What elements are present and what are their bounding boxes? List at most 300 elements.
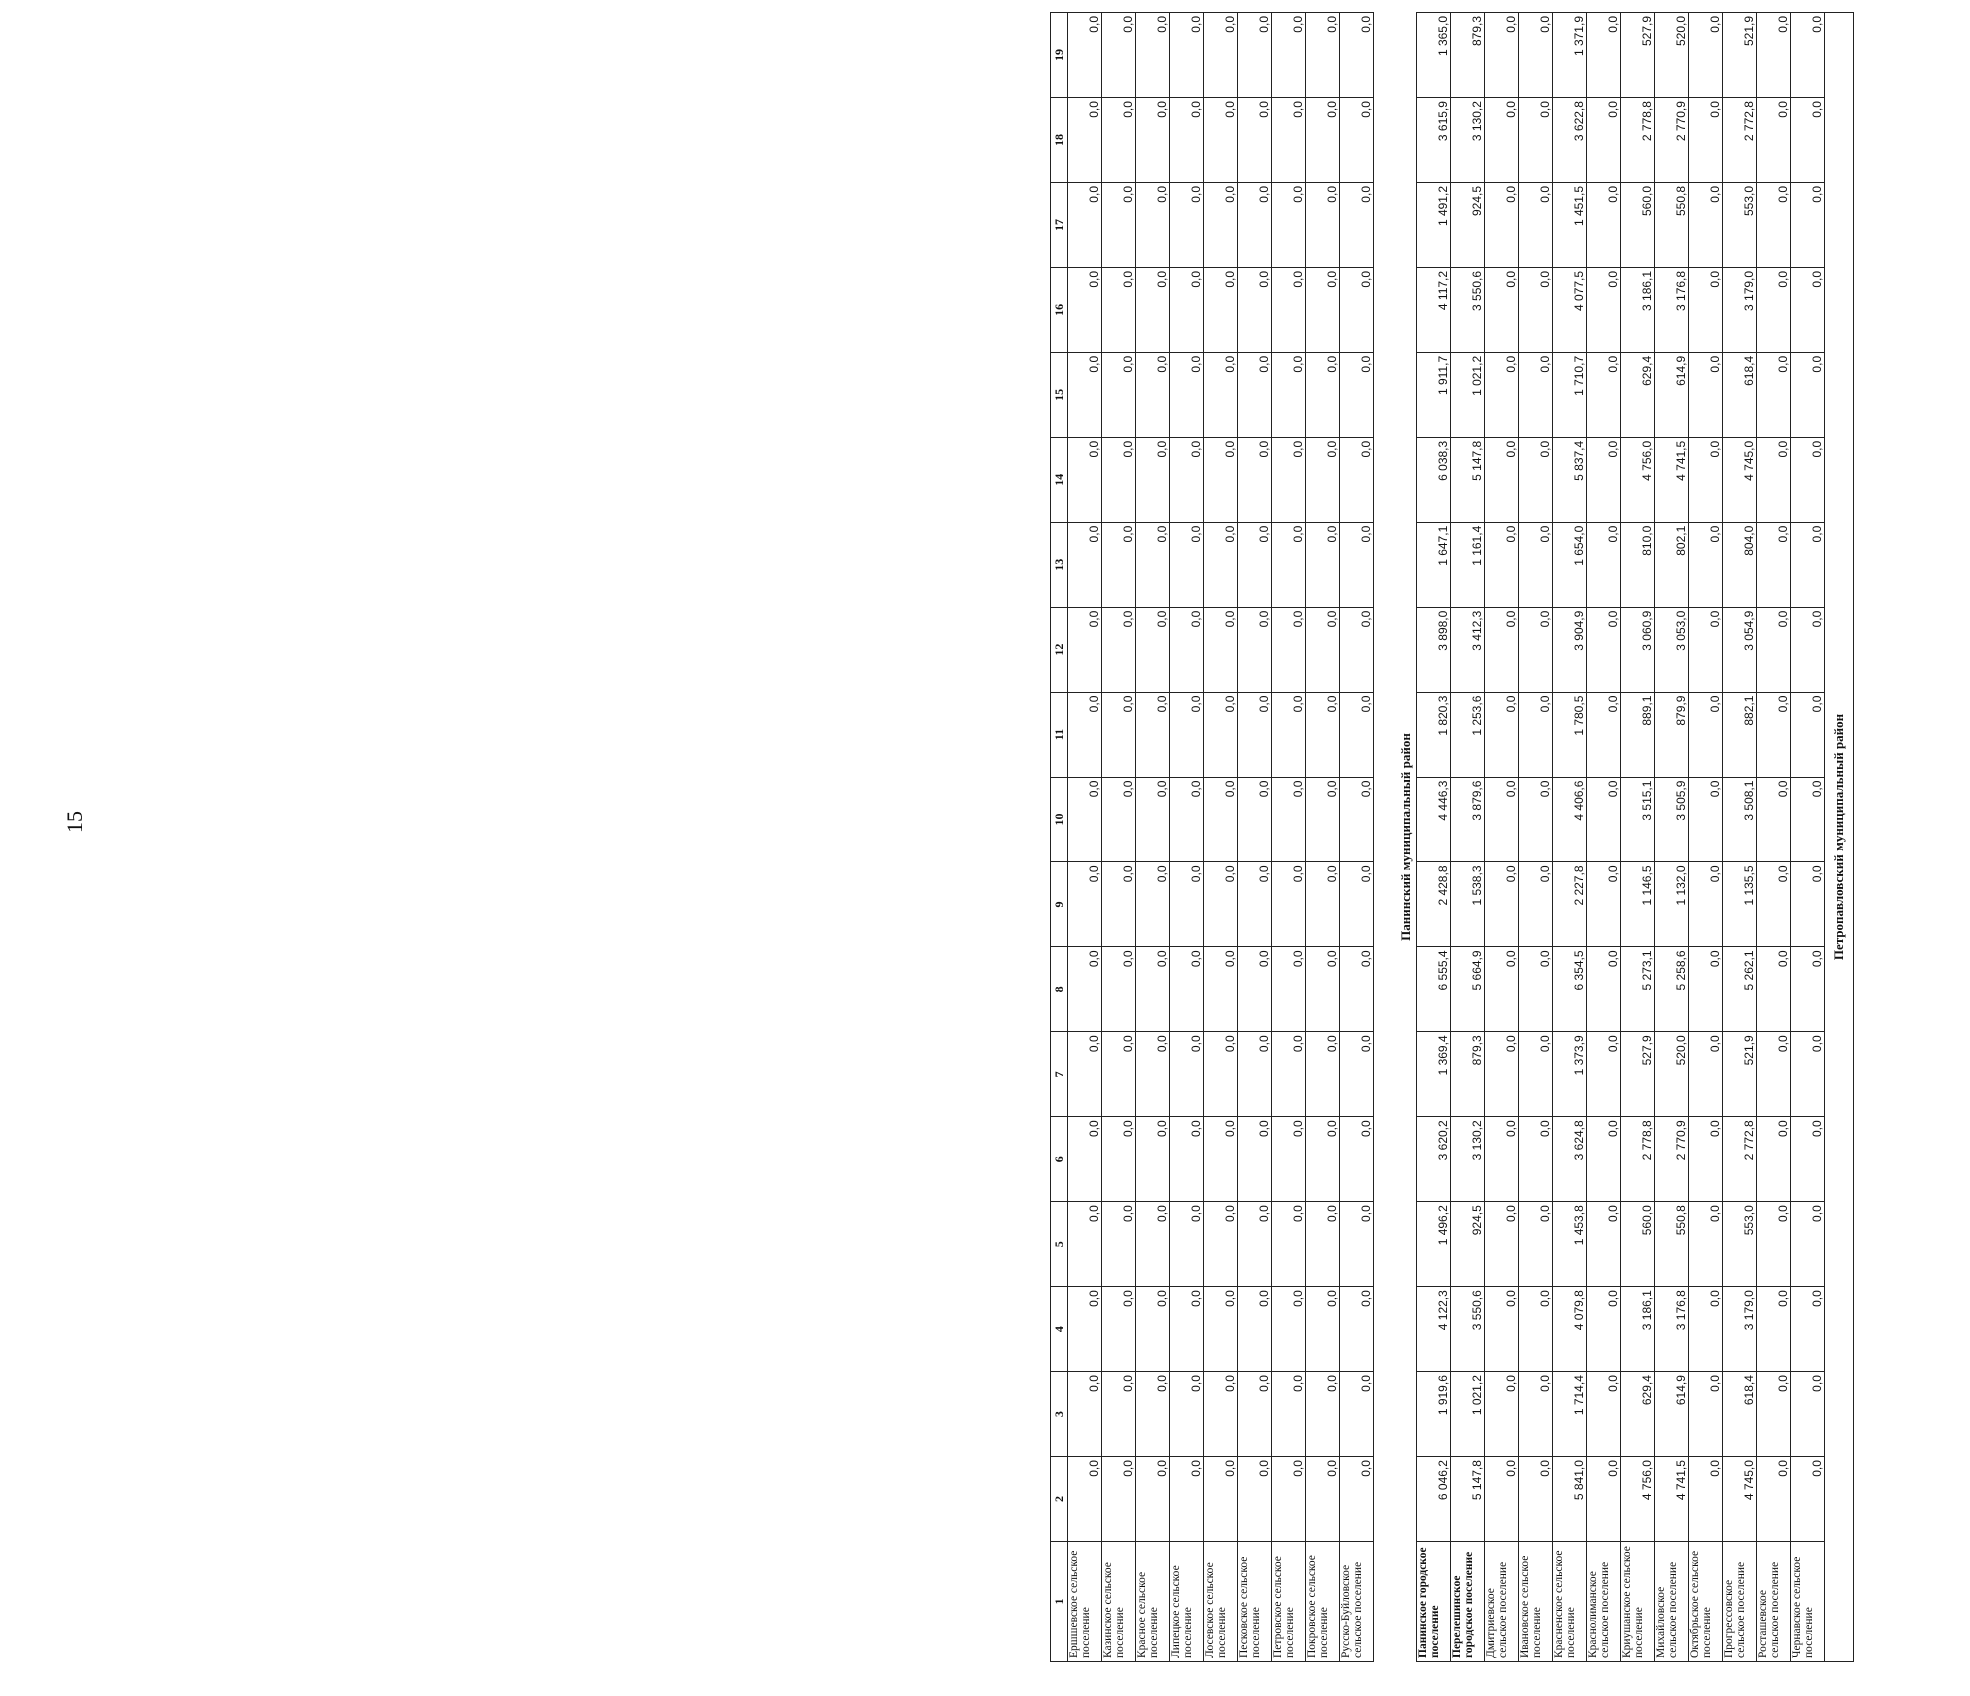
- value-cell: 3 508,1: [1723, 777, 1757, 862]
- value-cell: 0,0: [1136, 1032, 1170, 1117]
- column-header: 14: [1051, 437, 1068, 522]
- value-cell: 0,0: [1587, 1117, 1621, 1202]
- value-cell: 0,0: [1068, 1372, 1102, 1457]
- value-cell: 0,0: [1791, 98, 1825, 183]
- value-cell: 1 253,6: [1451, 692, 1485, 777]
- value-cell: 0,0: [1485, 1117, 1519, 1202]
- settlement-name-cell: Чернавское сельское поселение: [1791, 1542, 1825, 1662]
- column-header: 9: [1051, 862, 1068, 947]
- settlement-name-cell: Лосевское сельское поселение: [1204, 1542, 1238, 1662]
- value-cell: 0,0: [1485, 1287, 1519, 1372]
- value-cell: 0,0: [1238, 777, 1272, 862]
- table-row: [1204, 13, 1238, 1662]
- value-cell: 1 780,5: [1553, 692, 1587, 777]
- value-cell: 0,0: [1791, 607, 1825, 692]
- value-cell: 0,0: [1689, 352, 1723, 437]
- value-cell: 1 714,4: [1553, 1372, 1587, 1457]
- table-row: [1170, 13, 1204, 1662]
- value-cell: 0,0: [1587, 183, 1621, 268]
- value-cell: 2 778,8: [1621, 98, 1655, 183]
- value-cell: 1 453,8: [1553, 1202, 1587, 1287]
- value-cell: 1 710,7: [1553, 352, 1587, 437]
- table-row: [1068, 13, 1102, 1662]
- value-cell: 4 756,0: [1621, 437, 1655, 522]
- value-cell: 0,0: [1485, 437, 1519, 522]
- value-cell: 0,0: [1204, 947, 1238, 1032]
- column-header: 10: [1051, 777, 1068, 862]
- value-cell: 0,0: [1102, 1202, 1136, 1287]
- value-cell: 0,0: [1306, 607, 1340, 692]
- value-cell: 0,0: [1238, 1202, 1272, 1287]
- value-cell: 3 130,2: [1451, 98, 1485, 183]
- value-cell: 4 745,0: [1723, 437, 1757, 522]
- value-cell: 0,0: [1068, 1287, 1102, 1372]
- value-cell: 0,0: [1340, 692, 1374, 777]
- value-cell: 0,0: [1791, 13, 1825, 98]
- value-cell: 0,0: [1306, 1032, 1340, 1117]
- table-row: [1485, 13, 1519, 1662]
- table-row: [1272, 13, 1306, 1662]
- value-cell: 0,0: [1587, 777, 1621, 862]
- table-row: [1451, 13, 1485, 1662]
- column-header: 18: [1051, 98, 1068, 183]
- value-cell: 3 515,1: [1621, 777, 1655, 862]
- value-cell: 0,0: [1757, 1032, 1791, 1117]
- table-row: [1723, 13, 1757, 1662]
- value-cell: 4 406,6: [1553, 777, 1587, 862]
- value-cell: 520,0: [1655, 13, 1689, 98]
- value-cell: 2 772,8: [1723, 1117, 1757, 1202]
- value-cell: 0,0: [1791, 522, 1825, 607]
- value-cell: 0,0: [1136, 98, 1170, 183]
- value-cell: 0,0: [1485, 1372, 1519, 1457]
- value-cell: 0,0: [1519, 607, 1553, 692]
- value-cell: 0,0: [1306, 437, 1340, 522]
- value-cell: 550,8: [1655, 183, 1689, 268]
- value-cell: 0,0: [1068, 1202, 1102, 1287]
- value-cell: 0,0: [1519, 947, 1553, 1032]
- value-cell: 4 117,2: [1417, 267, 1451, 352]
- value-cell: 553,0: [1723, 1202, 1757, 1287]
- value-cell: 0,0: [1757, 1372, 1791, 1457]
- value-cell: 0,0: [1485, 692, 1519, 777]
- value-cell: 0,0: [1587, 607, 1621, 692]
- value-cell: 0,0: [1272, 862, 1306, 947]
- value-cell: 0,0: [1068, 1032, 1102, 1117]
- value-cell: 0,0: [1689, 437, 1723, 522]
- value-cell: 0,0: [1272, 1372, 1306, 1457]
- value-cell: 0,0: [1340, 1457, 1374, 1542]
- value-cell: 0,0: [1340, 947, 1374, 1032]
- value-cell: 3 176,8: [1655, 1287, 1689, 1372]
- column-number-header-row: [1051, 13, 1068, 1662]
- value-cell: 810,0: [1621, 522, 1655, 607]
- value-cell: 0,0: [1170, 777, 1204, 862]
- value-cell: 0,0: [1791, 862, 1825, 947]
- value-cell: 0,0: [1340, 267, 1374, 352]
- value-cell: 3 615,9: [1417, 98, 1451, 183]
- value-cell: 0,0: [1485, 522, 1519, 607]
- value-cell: 0,0: [1340, 1117, 1374, 1202]
- value-cell: 4 079,8: [1553, 1287, 1587, 1372]
- value-cell: 0,0: [1306, 947, 1340, 1032]
- value-cell: 0,0: [1170, 607, 1204, 692]
- value-cell: 0,0: [1519, 13, 1553, 98]
- column-header: 7: [1051, 1032, 1068, 1117]
- value-cell: 0,0: [1757, 947, 1791, 1032]
- table-row: [1791, 13, 1825, 1662]
- value-cell: 0,0: [1689, 1202, 1723, 1287]
- value-cell: 0,0: [1485, 777, 1519, 862]
- value-cell: 0,0: [1689, 1287, 1723, 1372]
- value-cell: 0,0: [1136, 692, 1170, 777]
- value-cell: 560,0: [1621, 1202, 1655, 1287]
- value-cell: 0,0: [1485, 862, 1519, 947]
- settlement-name-cell: Росташевское сельское поселение: [1757, 1542, 1791, 1662]
- value-cell: 521,9: [1723, 13, 1757, 98]
- value-cell: 0,0: [1689, 1032, 1723, 1117]
- value-cell: 0,0: [1068, 98, 1102, 183]
- value-cell: 6 046,2: [1417, 1457, 1451, 1542]
- value-cell: 0,0: [1238, 1032, 1272, 1117]
- value-cell: 0,0: [1340, 1287, 1374, 1372]
- column-header: 2: [1051, 1457, 1068, 1542]
- value-cell: 2 770,9: [1655, 1117, 1689, 1202]
- value-cell: 0,0: [1587, 267, 1621, 352]
- value-cell: 0,0: [1340, 522, 1374, 607]
- value-cell: 0,0: [1272, 522, 1306, 607]
- value-cell: 0,0: [1204, 862, 1238, 947]
- value-cell: 0,0: [1272, 267, 1306, 352]
- value-cell: 618,4: [1723, 352, 1757, 437]
- value-cell: 0,0: [1306, 777, 1340, 862]
- value-cell: 0,0: [1272, 1457, 1306, 1542]
- value-cell: 0,0: [1136, 947, 1170, 1032]
- value-cell: 0,0: [1204, 183, 1238, 268]
- value-cell: 0,0: [1238, 183, 1272, 268]
- value-cell: 0,0: [1102, 267, 1136, 352]
- value-cell: 0,0: [1238, 607, 1272, 692]
- value-cell: 3 622,8: [1553, 98, 1587, 183]
- value-cell: 0,0: [1136, 777, 1170, 862]
- value-cell: 0,0: [1340, 777, 1374, 862]
- table-row: [1553, 13, 1587, 1662]
- value-cell: 0,0: [1519, 1202, 1553, 1287]
- value-cell: 0,0: [1689, 1372, 1723, 1457]
- value-cell: 0,0: [1136, 1202, 1170, 1287]
- value-cell: 0,0: [1136, 862, 1170, 947]
- value-cell: 0,0: [1136, 522, 1170, 607]
- value-cell: 0,0: [1102, 13, 1136, 98]
- value-cell: 1 371,9: [1553, 13, 1587, 98]
- settlement-name-cell: Краснолиманское сельское поселение: [1587, 1542, 1621, 1662]
- value-cell: 0,0: [1791, 1287, 1825, 1372]
- value-cell: 5 664,9: [1451, 947, 1485, 1032]
- value-cell: 0,0: [1204, 13, 1238, 98]
- value-cell: 0,0: [1272, 607, 1306, 692]
- value-cell: 0,0: [1170, 13, 1204, 98]
- value-cell: 0,0: [1689, 267, 1723, 352]
- value-cell: 0,0: [1136, 352, 1170, 437]
- value-cell: 0,0: [1306, 98, 1340, 183]
- section-title-petropavlovsk: Петропавловский муниципальный район: [1825, 13, 1854, 1662]
- value-cell: 0,0: [1485, 947, 1519, 1032]
- value-cell: 6 555,4: [1417, 947, 1451, 1032]
- table-row: [1757, 13, 1791, 1662]
- settlement-name-cell: Панинское городское поселение: [1417, 1542, 1451, 1662]
- value-cell: 0,0: [1689, 777, 1723, 862]
- settlement-name-cell: Липецкое сельское поселение: [1170, 1542, 1204, 1662]
- value-cell: 0,0: [1306, 1117, 1340, 1202]
- value-cell: 804,0: [1723, 522, 1757, 607]
- value-cell: 0,0: [1102, 607, 1136, 692]
- value-cell: 5 262,1: [1723, 947, 1757, 1032]
- value-cell: 0,0: [1170, 947, 1204, 1032]
- value-cell: 0,0: [1587, 13, 1621, 98]
- value-cell: 0,0: [1757, 98, 1791, 183]
- value-cell: 0,0: [1306, 1202, 1340, 1287]
- value-cell: 0,0: [1519, 437, 1553, 522]
- value-cell: 1 369,4: [1417, 1032, 1451, 1117]
- value-cell: 2 770,9: [1655, 98, 1689, 183]
- value-cell: 0,0: [1757, 1457, 1791, 1542]
- value-cell: 0,0: [1757, 267, 1791, 352]
- value-cell: 0,0: [1587, 1457, 1621, 1542]
- value-cell: 0,0: [1238, 352, 1272, 437]
- value-cell: 0,0: [1791, 1202, 1825, 1287]
- value-cell: 0,0: [1102, 1372, 1136, 1457]
- value-cell: 0,0: [1689, 522, 1723, 607]
- value-cell: 6 038,3: [1417, 437, 1451, 522]
- settlement-name-cell: Красное сельское поселение: [1136, 1542, 1170, 1662]
- value-cell: 0,0: [1757, 1287, 1791, 1372]
- value-cell: 0,0: [1689, 862, 1723, 947]
- value-cell: 0,0: [1102, 1287, 1136, 1372]
- value-cell: 0,0: [1136, 267, 1170, 352]
- value-cell: 0,0: [1757, 607, 1791, 692]
- column-header: 13: [1051, 522, 1068, 607]
- value-cell: 0,0: [1102, 437, 1136, 522]
- section-row-panin: [1374, 13, 1417, 1662]
- value-cell: 0,0: [1689, 692, 1723, 777]
- value-cell: 0,0: [1170, 352, 1204, 437]
- value-cell: 0,0: [1068, 437, 1102, 522]
- value-cell: 0,0: [1204, 607, 1238, 692]
- value-cell: 1 365,0: [1417, 13, 1451, 98]
- value-cell: 0,0: [1204, 1032, 1238, 1117]
- value-cell: 6 354,5: [1553, 947, 1587, 1032]
- value-cell: 0,0: [1204, 1287, 1238, 1372]
- settlement-name-cell: Покровское сельское поселение: [1306, 1542, 1340, 1662]
- value-cell: 0,0: [1238, 947, 1272, 1032]
- table-row: [1621, 13, 1655, 1662]
- value-cell: 0,0: [1238, 437, 1272, 522]
- value-cell: 1 021,2: [1451, 352, 1485, 437]
- table-row: [1340, 13, 1374, 1662]
- value-cell: 1 146,5: [1621, 862, 1655, 947]
- settlement-name-cell: Казинское сельское поселение: [1102, 1542, 1136, 1662]
- value-cell: 0,0: [1689, 183, 1723, 268]
- value-cell: 0,0: [1757, 862, 1791, 947]
- value-cell: 527,9: [1621, 1032, 1655, 1117]
- value-cell: 0,0: [1272, 1032, 1306, 1117]
- value-cell: 1 491,2: [1417, 183, 1451, 268]
- value-cell: 0,0: [1340, 352, 1374, 437]
- value-cell: 629,4: [1621, 352, 1655, 437]
- table-row: [1519, 13, 1553, 1662]
- value-cell: 0,0: [1170, 267, 1204, 352]
- value-cell: 0,0: [1340, 13, 1374, 98]
- value-cell: 4 741,5: [1655, 437, 1689, 522]
- value-cell: 0,0: [1068, 183, 1102, 268]
- value-cell: 0,0: [1102, 947, 1136, 1032]
- value-cell: 0,0: [1587, 1287, 1621, 1372]
- table-row: [1417, 13, 1451, 1662]
- value-cell: 0,0: [1306, 183, 1340, 268]
- value-cell: 0,0: [1689, 1117, 1723, 1202]
- value-cell: 0,0: [1519, 352, 1553, 437]
- value-cell: 0,0: [1068, 1117, 1102, 1202]
- value-cell: 0,0: [1519, 183, 1553, 268]
- value-cell: 0,0: [1587, 692, 1621, 777]
- value-cell: 3 176,8: [1655, 267, 1689, 352]
- column-header: 8: [1051, 947, 1068, 1032]
- value-cell: 0,0: [1791, 183, 1825, 268]
- value-cell: 3 179,0: [1723, 1287, 1757, 1372]
- value-cell: 0,0: [1102, 98, 1136, 183]
- settlement-name-cell: Петровское сельское поселение: [1272, 1542, 1306, 1662]
- value-cell: 0,0: [1485, 13, 1519, 98]
- value-cell: 0,0: [1791, 1117, 1825, 1202]
- group2-rows: [1417, 13, 1825, 1662]
- value-cell: 0,0: [1102, 777, 1136, 862]
- value-cell: 3 186,1: [1621, 1287, 1655, 1372]
- settlement-name-cell: Ивановское сельское поселение: [1519, 1542, 1553, 1662]
- value-cell: 0,0: [1340, 1032, 1374, 1117]
- value-cell: 618,4: [1723, 1372, 1757, 1457]
- column-header: 6: [1051, 1117, 1068, 1202]
- value-cell: 0,0: [1136, 607, 1170, 692]
- value-cell: 0,0: [1791, 947, 1825, 1032]
- value-cell: 0,0: [1791, 777, 1825, 862]
- value-cell: 0,0: [1068, 1457, 1102, 1542]
- value-cell: 3 879,6: [1451, 777, 1485, 862]
- value-cell: 0,0: [1757, 692, 1791, 777]
- value-cell: 0,0: [1068, 862, 1102, 947]
- value-cell: 0,0: [1485, 183, 1519, 268]
- value-cell: 0,0: [1587, 522, 1621, 607]
- section-title-panin: Панинский муниципальный район: [1374, 13, 1417, 1662]
- section-row-petropavlovsk: [1825, 13, 1854, 1662]
- value-cell: 3 505,9: [1655, 777, 1689, 862]
- value-cell: 0,0: [1068, 777, 1102, 862]
- value-cell: 0,0: [1170, 1032, 1204, 1117]
- value-cell: 0,0: [1102, 1457, 1136, 1542]
- table-row: [1136, 13, 1170, 1662]
- value-cell: 1 132,0: [1655, 862, 1689, 947]
- settlement-name-cell: Перелешинское городское поселение: [1451, 1542, 1485, 1662]
- group1-rows: [1068, 13, 1374, 1662]
- value-cell: 0,0: [1306, 692, 1340, 777]
- value-cell: 3 550,6: [1451, 1287, 1485, 1372]
- value-cell: 0,0: [1238, 1372, 1272, 1457]
- value-cell: 0,0: [1136, 13, 1170, 98]
- value-cell: 3 550,6: [1451, 267, 1485, 352]
- value-cell: 0,0: [1791, 1372, 1825, 1457]
- value-cell: 550,8: [1655, 1202, 1689, 1287]
- value-cell: 0,0: [1102, 1032, 1136, 1117]
- value-cell: 0,0: [1485, 1032, 1519, 1117]
- value-cell: 3 053,0: [1655, 607, 1689, 692]
- value-cell: 3 620,2: [1417, 1117, 1451, 1202]
- value-cell: 0,0: [1204, 1372, 1238, 1457]
- value-cell: 0,0: [1306, 1372, 1340, 1457]
- value-cell: 5 147,8: [1451, 1457, 1485, 1542]
- value-cell: 2 227,8: [1553, 862, 1587, 947]
- value-cell: 3 186,1: [1621, 267, 1655, 352]
- value-cell: 1 911,7: [1417, 352, 1451, 437]
- column-header: 17: [1051, 183, 1068, 268]
- table-row: [1587, 13, 1621, 1662]
- value-cell: 0,0: [1204, 1457, 1238, 1542]
- value-cell: 0,0: [1204, 692, 1238, 777]
- value-cell: 2 428,8: [1417, 862, 1451, 947]
- value-cell: 0,0: [1238, 98, 1272, 183]
- settlement-name-cell: Красненское сельское поселение: [1553, 1542, 1587, 1662]
- value-cell: 0,0: [1068, 13, 1102, 98]
- value-cell: 0,0: [1272, 1287, 1306, 1372]
- value-cell: 802,1: [1655, 522, 1689, 607]
- settlement-name-cell: Песковское сельское поселение: [1238, 1542, 1272, 1662]
- value-cell: 520,0: [1655, 1032, 1689, 1117]
- value-cell: 0,0: [1519, 777, 1553, 862]
- column-header: 12: [1051, 607, 1068, 692]
- value-cell: 0,0: [1102, 183, 1136, 268]
- value-cell: 0,0: [1136, 183, 1170, 268]
- value-cell: 3 624,8: [1553, 1117, 1587, 1202]
- value-cell: 1 538,3: [1451, 862, 1485, 947]
- value-cell: 560,0: [1621, 183, 1655, 268]
- value-cell: 0,0: [1068, 352, 1102, 437]
- value-cell: 0,0: [1170, 522, 1204, 607]
- value-cell: 0,0: [1272, 1117, 1306, 1202]
- value-cell: 0,0: [1204, 1117, 1238, 1202]
- value-cell: 0,0: [1068, 692, 1102, 777]
- value-cell: 0,0: [1485, 1457, 1519, 1542]
- value-cell: 0,0: [1102, 1117, 1136, 1202]
- value-cell: 0,0: [1170, 437, 1204, 522]
- column-header: 19: [1051, 13, 1068, 98]
- settlement-name-cell: Криушанское сельское поселение: [1621, 1542, 1655, 1662]
- value-cell: 0,0: [1102, 352, 1136, 437]
- value-cell: 0,0: [1136, 1372, 1170, 1457]
- value-cell: 879,3: [1451, 1032, 1485, 1117]
- value-cell: 0,0: [1068, 607, 1102, 692]
- value-cell: 0,0: [1272, 777, 1306, 862]
- value-cell: 0,0: [1136, 1457, 1170, 1542]
- table-row: [1238, 13, 1272, 1662]
- value-cell: 0,0: [1170, 692, 1204, 777]
- value-cell: 0,0: [1689, 607, 1723, 692]
- value-cell: 0,0: [1689, 98, 1723, 183]
- value-cell: 2 778,8: [1621, 1117, 1655, 1202]
- value-cell: 0,0: [1238, 13, 1272, 98]
- settlement-name-cell: Октябрьское сельское поселение: [1689, 1542, 1723, 1662]
- value-cell: 0,0: [1306, 862, 1340, 947]
- value-cell: 0,0: [1272, 692, 1306, 777]
- value-cell: 0,0: [1587, 437, 1621, 522]
- value-cell: 5 837,4: [1553, 437, 1587, 522]
